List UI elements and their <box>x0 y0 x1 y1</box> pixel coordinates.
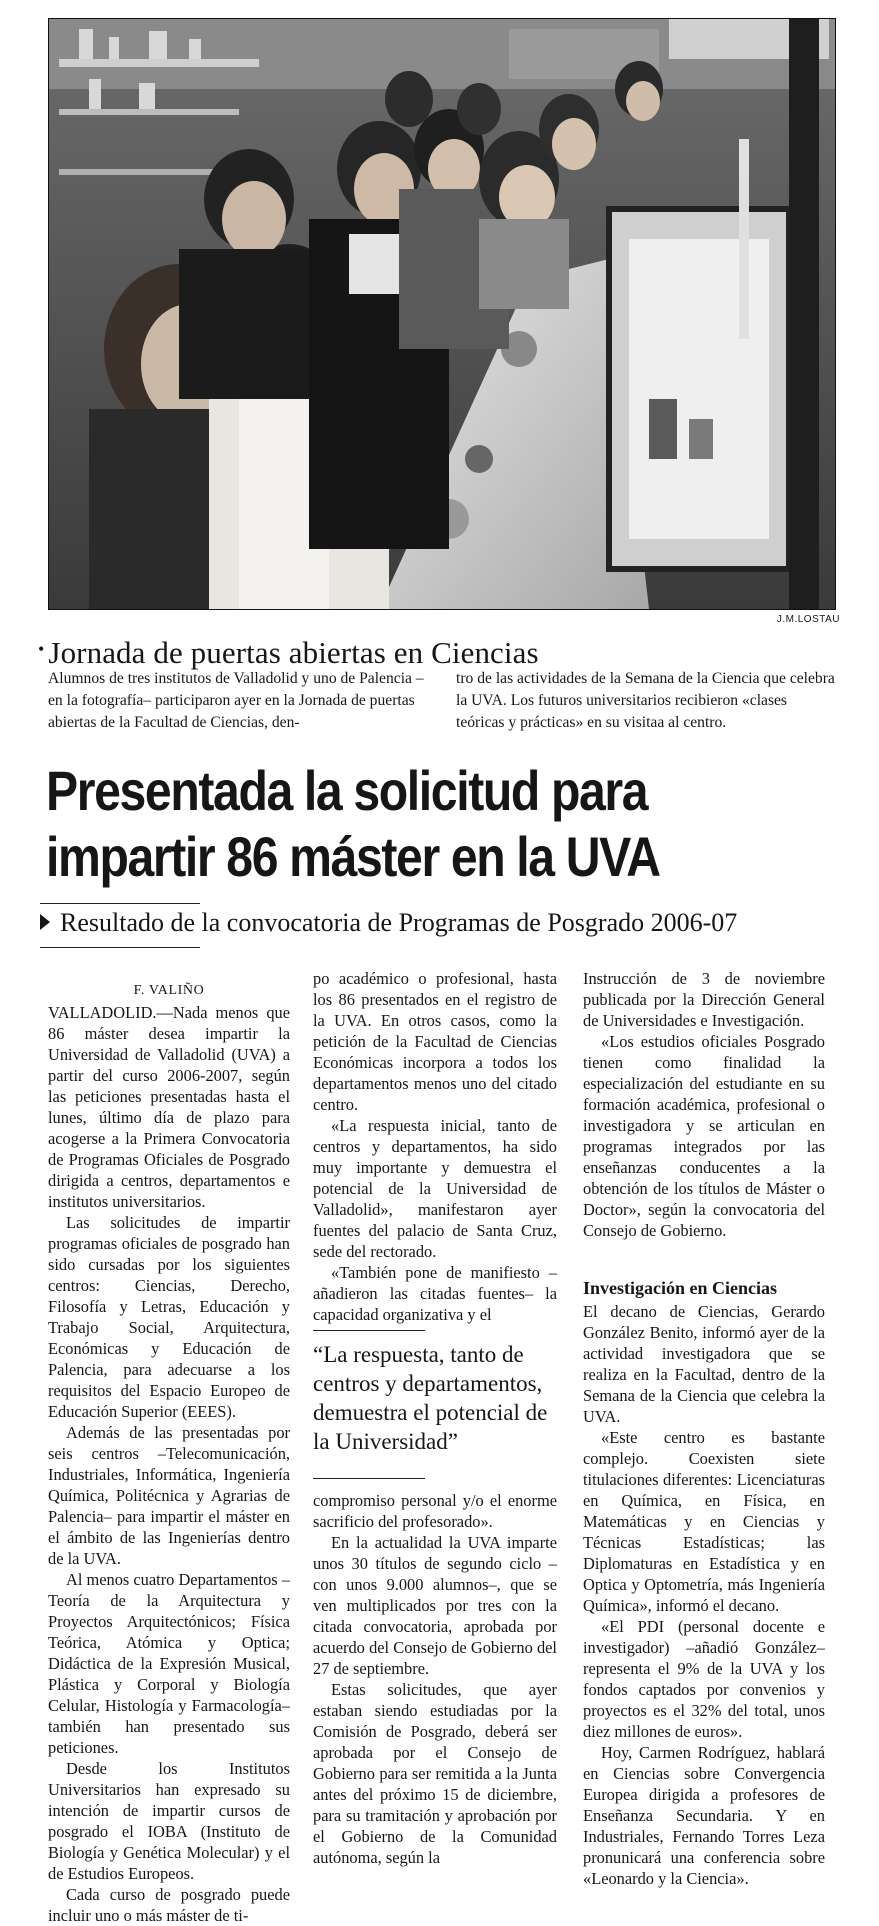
lab-students-illustration <box>49 19 835 609</box>
divider <box>313 1478 425 1479</box>
caption-title-text: Jornada de puertas abiertas en Ciencias <box>48 635 539 670</box>
paragraph: Estas solicitudes, que ayer estaban siendo estudiadas por la Comisión de Posgrado, deberá ser aprobada por el Consejo de Gobierno para ser remitida a la Junta antes del próximo 15 de diciembre, para su tramitación y aprobación por el Gobierno de la Comunidad autónoma, según la <box>313 1680 557 1867</box>
byline: F. VALIÑO <box>133 983 205 998</box>
paragraph: Al menos cuatro Departamentos –Teoría de la Arquitectura y Proyectos Arquitectónicos; Física Teórica, Atómica y Optica; Didáctica de la Expresión Musical, Plástica y Corporal y Biología Celular, Histología y Farmacología– también han presentado sus peticiones. <box>48 1570 290 1757</box>
paragraph: «Este centro es bastante complejo. Coexisten siete titulaciones diferentes: Licenciaturas en Química, en Física, en Matemáticas y en Ciencias y Técnicas Estadísticas; las Diplomaturas en Estadística y en Optica y Optometría, más Ingeniería Química», informó el decano. <box>583 1428 825 1615</box>
paragraph: Cada curso de posgrado puede incluir uno o más máster de ti- <box>48 1885 290 1925</box>
paragraph: Las solicitudes de impartir programas oficiales de posgrado han sido cursadas por los siguientes centros: Ciencias, Derecho, Filosofía y Letras, Educación y Trabajo Social, Arquitectura, Económicas y Educación de Palencia, para adecuarse a los requisitos del Espacio Europeo de Educación Superior (EEES). <box>48 1213 290 1421</box>
article-column-3 <box>583 968 825 1241</box>
photo-credit: J.M.LOSTAU <box>776 614 840 625</box>
subheadline <box>40 907 737 939</box>
paragraph: «El PDI (personal docente e investigador) –añadió González– representa el 9% de la UVA y los fondos captados por convenios y proyectos es el 32% del total, unos diez millones de euros». <box>583 1617 825 1741</box>
bullet-mark: • <box>38 639 45 659</box>
dateline: VALLADOLID.— <box>48 1003 173 1022</box>
paragraph-text: Nada menos que 86 máster desea impartir la Universidad de Valladolid (UVA) a partir del curso 2006-2007, según las peticiones presentadas hasta el lunes, último día de plazo para acogerse a la Primera Convocatoria de Programas Oficiales de Posgrado dirigida a centros, departamentos e institutos universitarios. <box>48 1003 290 1211</box>
paragraph: Instrucción de 3 de noviembre publicada por la Dirección General de Universidades e Investigación. <box>583 969 825 1030</box>
article-column-2 <box>313 968 557 1325</box>
divider <box>313 1330 425 1331</box>
divider <box>40 947 200 948</box>
paragraph: En la actualidad la UVA imparte unos 30 títulos de segundo ciclo –con unos 9.000 alumnos–, que se ven multiplicados por tres con la citada convocatoria, aprobada por acuerdo del Consejo de Gobierno del 27 de septiembre. <box>313 1533 557 1678</box>
subheadline-text: Resultado de la convocatoria de Programas de Posgrado 2006-07 <box>60 908 738 937</box>
paragraph: Hoy, Carmen Rodríguez, hablará en Ciencias sobre Convergencia Europea dirigida a profesores de Enseñanza Secundaria. Y en Industriales, Fernando Torres Leza pronunicará una conferencia sobre «Leonardo y la Ciencia». <box>583 1743 825 1888</box>
paragraph: El decano de Ciencias, Gerardo González Benito, informó ayer de la actividad investigadora que se realiza en la Facultad, dentro de la Semana de la Ciencia que celebra la UVA. <box>583 1302 825 1426</box>
headline-line-1: Presentada la solicitud para <box>46 759 648 822</box>
headline-line-2: impartir 86 máster en la UVA <box>46 825 660 888</box>
section-heading: Investigación en Ciencias <box>583 1278 778 1298</box>
photo-caption-title <box>38 630 539 672</box>
divider <box>40 903 200 904</box>
paragraph: Además de las presentadas por seis centros –Telecomunicación, Industriales, Informática, Ingeniería Química, Politécnica y Agrarias de Palencia– para impartir el máster en el ámbito de las Ingenierías dentro de la UVA. <box>48 1423 290 1568</box>
news-photo <box>48 18 836 610</box>
main-headline <box>46 758 734 890</box>
paragraph: Desde los Institutos Universitarios han expresado su intención de impartir cursos de posgrado el IOBA (Instituto de Biología y Genética Molecular) y el de Estudios Europeos. <box>48 1759 290 1883</box>
paragraph: «La respuesta inicial, tanto de centros y departamentos, ha sido muy importante y demuestra el potencial de la Universidad de Valladolid», manifestaron ayer fuentes del palacio de Santa Cruz, sede del rectorado. <box>313 1116 557 1261</box>
paragraph: compromiso personal y/o el enorme sacrificio del profesorado». <box>313 1491 557 1531</box>
lead-paragraph <box>48 1002 290 1212</box>
pull-quote: “La respuesta, tanto de centros y departamentos, demuestra el potencial de la Universidad” <box>313 1342 548 1454</box>
triangle-bullet-icon <box>40 914 50 930</box>
paragraph: «También pone de manifiesto –añadieron las citadas fuentes– la capacidad organizativa y el <box>313 1263 557 1324</box>
article-column-1 <box>48 980 290 1926</box>
paragraph: «Los estudios oficiales Posgrado tienen como finalidad la especialización del estudiante en su formación académica, profesional o investigadora y se articulan en programas integrados por las enseñanzas conducentes a la obtención de los títulos de Máster o Doctor», según la convocatoria del Consejo de Gobierno. <box>583 1032 825 1240</box>
article-column-2-continued <box>313 1490 557 1868</box>
paragraph: po académico o profesional, hasta los 86 presentados en el registro de la UVA. En otros casos, como la petición de la Facultad de Ciencias Económicas incorpora a todos los departamentos menos uno del citado centro. <box>313 969 557 1114</box>
photo-caption <box>48 668 838 734</box>
caption-column-1: Alumnos de tres institutos de Valladolid y uno de Palencia –en la fotografía– participaron ayer en la Jornada de puertas abiertas de la Facultad de Ciencias, den- <box>48 670 424 731</box>
caption-column-2: tro de las actividades de la Semana de la Ciencia que celebra la UVA. Los futuros universitarios recibieron «clases teóricas y prácticas» en su visitaa al centro. <box>456 670 835 731</box>
article-column-3-continued <box>583 1301 825 1889</box>
